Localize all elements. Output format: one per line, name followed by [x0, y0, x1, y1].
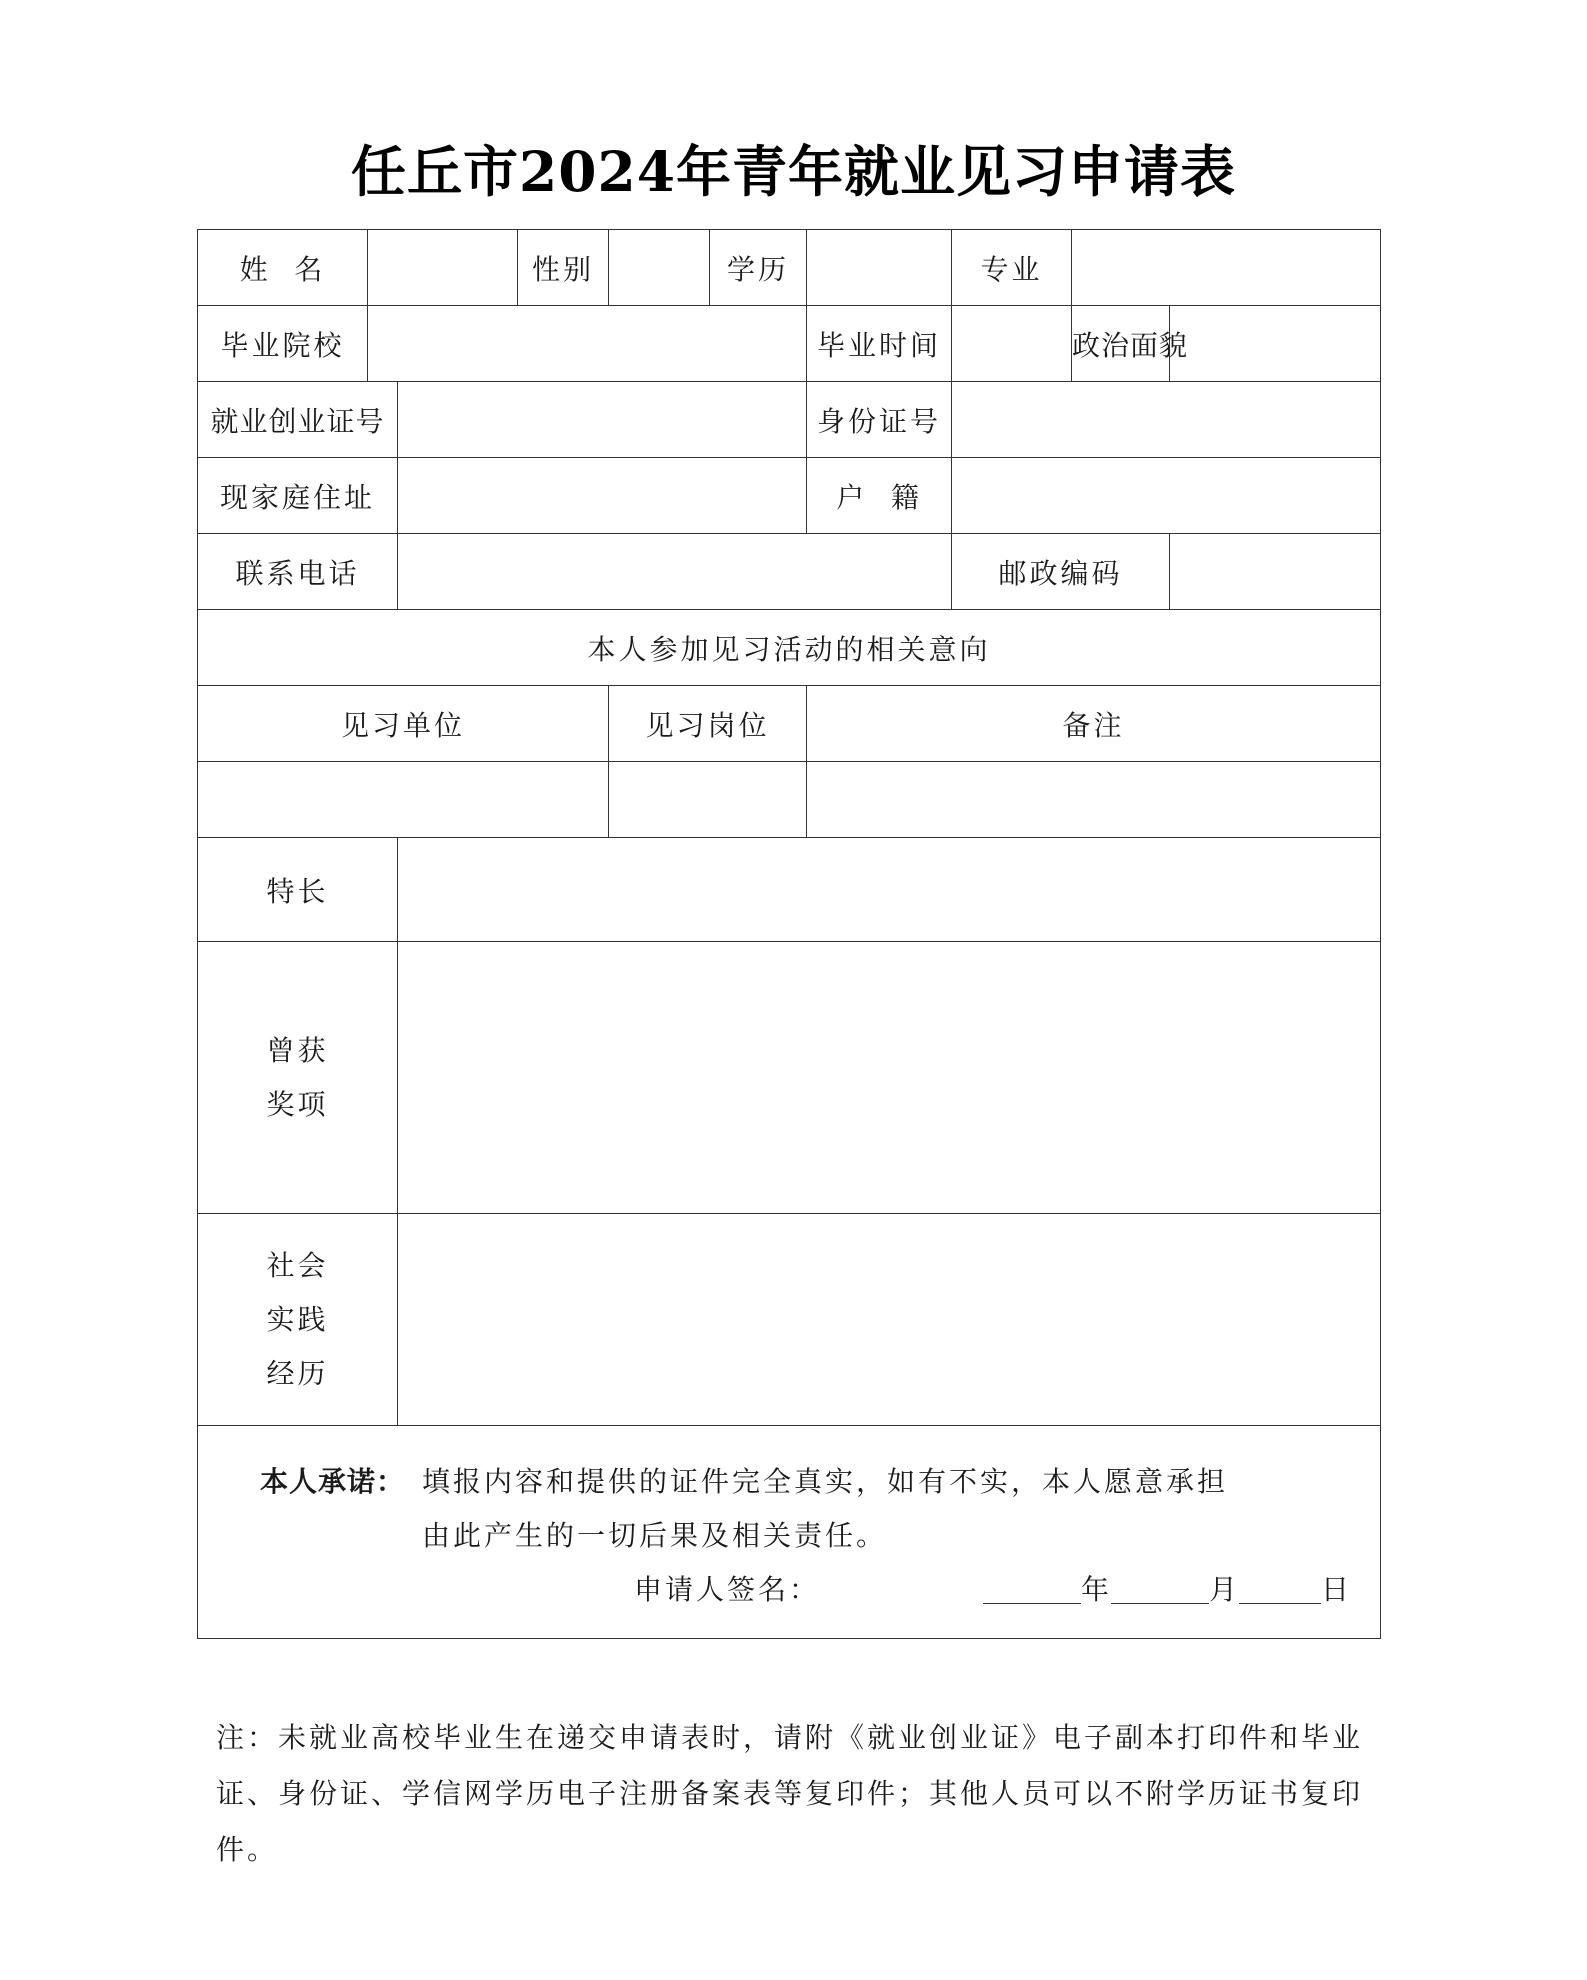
row-practice [198, 1214, 1381, 1426]
postcode-input[interactable] [1170, 534, 1381, 610]
address-input[interactable] [398, 458, 807, 534]
awards-label [198, 942, 398, 1214]
row-ids [198, 382, 1381, 458]
form-table [197, 229, 1381, 1639]
grad-time-label: 毕业时间 [807, 306, 952, 382]
application-form [197, 229, 1380, 1639]
day-blank[interactable] [1239, 1573, 1321, 1604]
row-promise [198, 1426, 1381, 1639]
promise-cell [198, 1426, 1381, 1639]
gender-input[interactable] [609, 230, 710, 306]
practice-label-line3: 经历 [266, 1356, 329, 1390]
row-intent-input [198, 762, 1381, 838]
row-intent-heading [198, 610, 1381, 686]
remarks-header: 备注 [807, 686, 1381, 762]
political-status-input[interactable] [1170, 306, 1381, 382]
school-label: 毕业院校 [198, 306, 368, 382]
awards-label-line1: 曾获 [266, 1033, 329, 1067]
id-number-input[interactable] [952, 382, 1381, 458]
row-address [198, 458, 1381, 534]
household-input[interactable] [952, 458, 1381, 534]
date-line [983, 1568, 1351, 1608]
awards-label-line2: 奖项 [266, 1087, 329, 1121]
practice-label-line2: 实践 [266, 1302, 329, 1336]
signature-label: 申请人签名： [634, 1573, 821, 1606]
specialty-label: 特长 [198, 838, 398, 942]
intent-heading: 本人参加见习活动的相关意向 [198, 610, 1381, 686]
day-label: 日 [1321, 1573, 1352, 1606]
school-input[interactable] [368, 306, 807, 382]
address-label: 现家庭住址 [198, 458, 398, 534]
row-intent-columns [198, 686, 1381, 762]
footnote: 注：未就业高校毕业生在递交申请表时，请附《就业创业证》电子副本打印件和毕业证、身份证、学信网学历电子注册备案表等复印件；其他人员可以不附学历证书复印件。 [216, 1721, 1364, 1866]
phone-label: 联系电话 [198, 534, 398, 610]
row-school [198, 306, 1381, 382]
phone-input[interactable] [398, 534, 952, 610]
specialty-input[interactable] [398, 838, 1381, 942]
household-label: 户 籍 [807, 458, 952, 534]
employment-cert-input[interactable] [398, 382, 807, 458]
month-label: 月 [1209, 1573, 1240, 1606]
practice-label [198, 1214, 398, 1426]
education-label: 学历 [710, 230, 807, 306]
major-label: 专业 [952, 230, 1072, 306]
awards-input[interactable] [398, 942, 1381, 1214]
row-contact [198, 534, 1381, 610]
remarks-input[interactable] [807, 762, 1381, 838]
practice-input[interactable] [398, 1214, 1381, 1426]
postcode-label: 邮政编码 [952, 534, 1170, 610]
political-status-label: 政治面貌 [1072, 306, 1170, 382]
intern-post-header: 见习岗位 [609, 686, 807, 762]
education-input[interactable] [807, 230, 952, 306]
year-blank[interactable] [983, 1573, 1081, 1604]
grad-time-input[interactable] [952, 306, 1072, 382]
intern-post-input[interactable] [609, 762, 807, 838]
name-input[interactable] [368, 230, 518, 306]
practice-label-line1: 社会 [266, 1248, 329, 1282]
promise-text-line2: 由此产生的一切后果及相关责任。 [422, 1519, 888, 1552]
intern-unit-input[interactable] [198, 762, 609, 838]
promise-heading: 本人承诺： [260, 1465, 406, 1498]
row-awards [198, 942, 1381, 1214]
row-basic-info [198, 230, 1381, 306]
promise-text-line1: 填报内容和提供的证件完全真实，如有不实，本人愿意承担 [422, 1465, 1229, 1498]
intern-unit-header: 见习单位 [198, 686, 609, 762]
name-label: 姓 名 [198, 230, 368, 306]
employment-cert-label: 就业创业证号 [198, 382, 398, 458]
gender-label: 性别 [518, 230, 609, 306]
id-number-label: 身份证号 [807, 382, 952, 458]
month-blank[interactable] [1111, 1573, 1209, 1604]
page-title: 任丘市2024年青年就业见习申请表 [350, 139, 1237, 204]
major-input[interactable] [1072, 230, 1381, 306]
row-specialty [198, 838, 1381, 942]
year-label: 年 [1081, 1573, 1112, 1606]
